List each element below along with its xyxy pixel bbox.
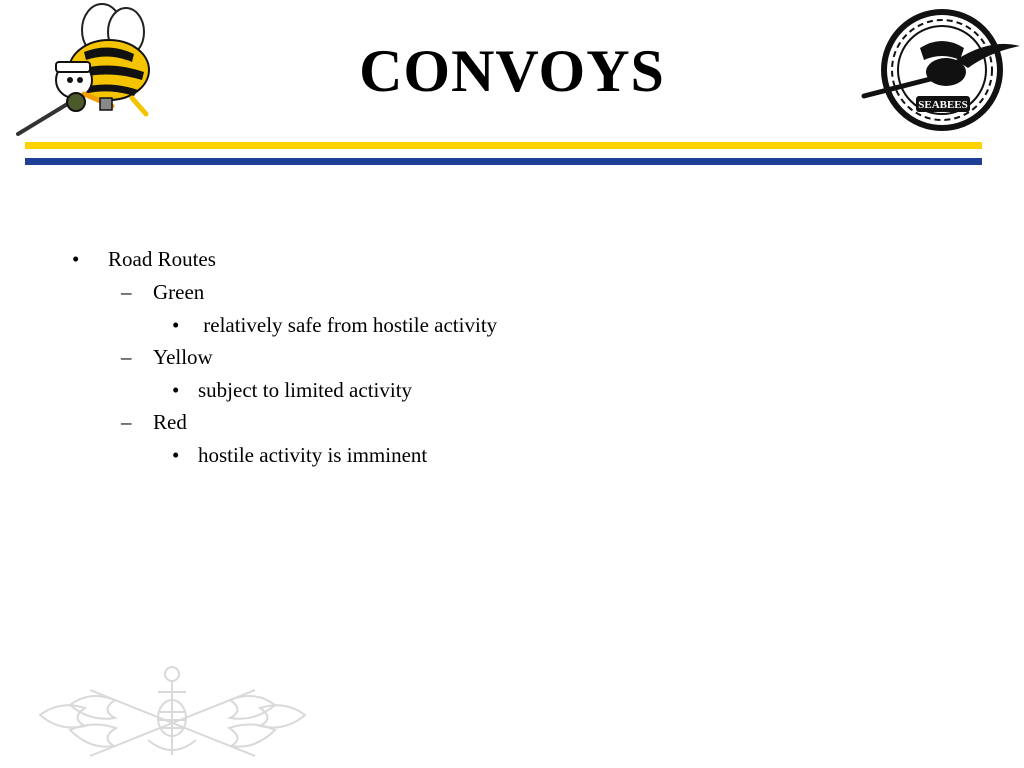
dash-marker: – [121,345,132,369]
outline-item-yellow-desc: subject to limited activity [198,378,413,402]
emblem-text: SEABEES [918,99,968,111]
bullet-marker: • [172,313,180,337]
dash-marker: – [121,280,132,304]
seabee-combat-warfare-insignia-icon [30,660,315,765]
outline-item-green-desc: relatively safe from hostile activity [198,313,498,337]
outline-item-red: Red [153,410,187,434]
bullet-marker: • [172,378,180,402]
outline-item-yellow: Yellow [153,345,213,369]
outline-item-red-desc: hostile activity is imminent [198,443,428,467]
slide-title: CONVOYS [359,38,665,104]
bullet-marker: • [172,443,180,467]
outline-item-green: Green [153,280,205,304]
outline-item-road-routes: Road Routes [108,247,216,271]
dash-marker: – [121,410,132,434]
bullet-marker: • [72,247,80,271]
